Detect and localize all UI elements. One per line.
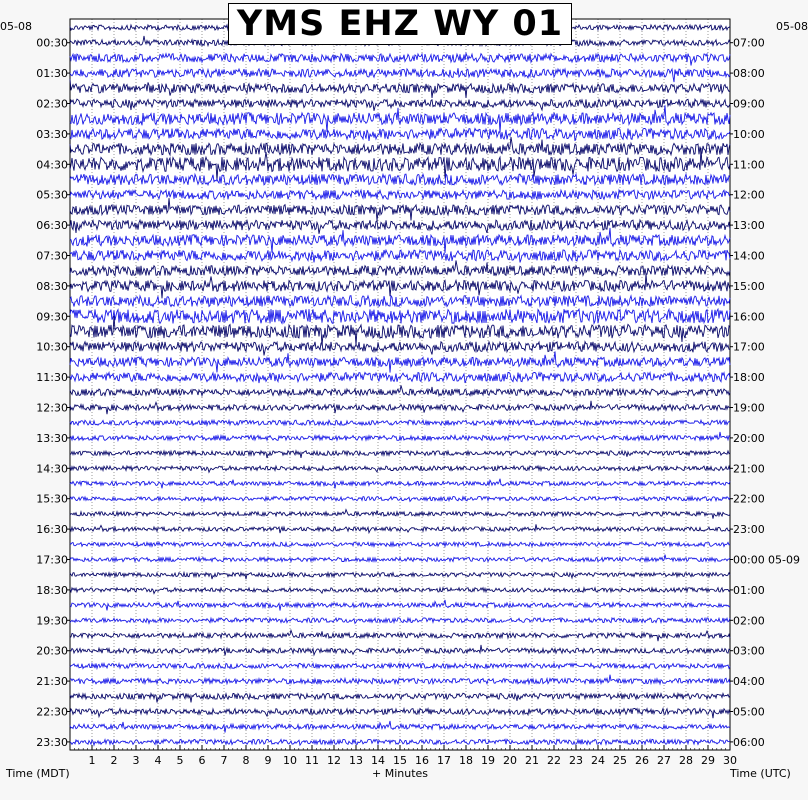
- right-time-label: 22:00: [733, 492, 765, 506]
- right-next-day-date: 05-09: [768, 553, 800, 567]
- right-time-label: 16:00: [733, 310, 765, 324]
- right-time-label: 03:00: [733, 644, 765, 658]
- left-start-date: 05-08: [0, 20, 32, 33]
- x-tick-label-6: 6: [198, 754, 206, 767]
- left-time-label: 17:30: [36, 553, 68, 567]
- x-tick-label-4: 4: [154, 754, 162, 767]
- right-time-label: 10:00: [733, 127, 765, 141]
- x-tick-label-17: 17: [437, 754, 451, 767]
- x-tick-label-10: 10: [283, 754, 297, 767]
- left-time-label: 11:30: [36, 371, 68, 385]
- left-time-label: 19:30: [36, 614, 68, 628]
- right-time-label: 05:00: [733, 705, 765, 719]
- x-tick-label-1: 1: [88, 754, 96, 767]
- right-time-label: 06:00: [733, 735, 765, 749]
- right-time-label: 02:00: [733, 614, 765, 628]
- right-time-label: 12:00: [733, 188, 765, 202]
- right-time-label: 00:00: [733, 553, 765, 567]
- right-time-label: 09:00: [733, 97, 765, 111]
- right-time-label: 01:00: [733, 583, 765, 597]
- left-time-label: 15:30: [36, 492, 68, 506]
- x-tick-label-24: 24: [591, 754, 605, 767]
- left-time-label: 14:30: [36, 462, 68, 476]
- right-time-label: 08:00: [733, 67, 765, 81]
- left-time-label: 16:30: [36, 523, 68, 537]
- x-tick-label-16: 16: [415, 754, 429, 767]
- left-time-label: 09:30: [36, 310, 68, 324]
- right-time-label: 15:00: [733, 279, 765, 293]
- x-tick-label-26: 26: [635, 754, 649, 767]
- left-time-label: 12:30: [36, 401, 68, 415]
- right-time-label: 04:00: [733, 675, 765, 689]
- x-tick-label-20: 20: [503, 754, 517, 767]
- x-tick-label-25: 25: [613, 754, 627, 767]
- right-time-label: 13:00: [733, 219, 765, 233]
- left-time-label: 06:30: [36, 219, 68, 233]
- left-time-label: 04:30: [36, 158, 68, 172]
- left-time-label: 13:30: [36, 431, 68, 445]
- right-time-label: 20:00: [733, 431, 765, 445]
- x-tick-label-5: 5: [176, 754, 184, 767]
- left-time-label: 20:30: [36, 644, 68, 658]
- left-time-label: 01:30: [36, 67, 68, 81]
- x-tick-label-8: 8: [242, 754, 250, 767]
- left-time-label: 00:30: [36, 36, 68, 50]
- left-time-label: 08:30: [36, 279, 68, 293]
- left-time-label: 22:30: [36, 705, 68, 719]
- chart-title: YMS EHZ WY 01: [236, 4, 564, 44]
- x-tick-label-21: 21: [525, 754, 539, 767]
- x-tick-label-2: 2: [110, 754, 118, 767]
- left-time-label: 07:30: [36, 249, 68, 263]
- left-time-label: 23:30: [36, 735, 68, 749]
- right-time-label: 18:00: [733, 371, 765, 385]
- right-start-date: 05-08: [776, 20, 808, 33]
- right-time-label: 11:00: [733, 158, 765, 172]
- x-tick-label-13: 13: [349, 754, 363, 767]
- left-time-label: 21:30: [36, 675, 68, 689]
- left-time-label: 03:30: [36, 127, 68, 141]
- x-tick-label-27: 27: [657, 754, 671, 767]
- x-tick-label-18: 18: [459, 754, 473, 767]
- x-tick-label-12: 12: [327, 754, 341, 767]
- x-tick-label-7: 7: [220, 754, 228, 767]
- right-time-label: 23:00: [733, 523, 765, 537]
- left-axis-label: Time (MDT): [6, 767, 70, 780]
- right-time-label: 17:00: [733, 340, 765, 354]
- x-tick-label-22: 22: [547, 754, 561, 767]
- x-tick-label-28: 28: [679, 754, 693, 767]
- x-tick-label-23: 23: [569, 754, 583, 767]
- right-time-label: 07:00: [733, 36, 765, 50]
- x-tick-label-19: 19: [481, 754, 495, 767]
- left-time-label: 18:30: [36, 583, 68, 597]
- right-time-label: 19:00: [733, 401, 765, 415]
- left-time-label: 05:30: [36, 188, 68, 202]
- chart-title-box: [228, 3, 572, 45]
- x-tick-label-11: 11: [305, 754, 319, 767]
- x-tick-label-9: 9: [264, 754, 272, 767]
- x-tick-label-15: 15: [393, 754, 407, 767]
- right-time-label: 14:00: [733, 249, 765, 263]
- x-axis-label: + Minutes: [372, 767, 429, 780]
- left-time-label: 02:30: [36, 97, 68, 111]
- right-time-label: 21:00: [733, 462, 765, 476]
- x-tick-label-3: 3: [132, 754, 140, 767]
- left-time-label: 10:30: [36, 340, 68, 354]
- x-tick-label-14: 14: [371, 754, 385, 767]
- x-tick-label-30: 30: [723, 754, 737, 767]
- right-axis-label: Time (UTC): [730, 767, 791, 780]
- x-tick-label-29: 29: [701, 754, 715, 767]
